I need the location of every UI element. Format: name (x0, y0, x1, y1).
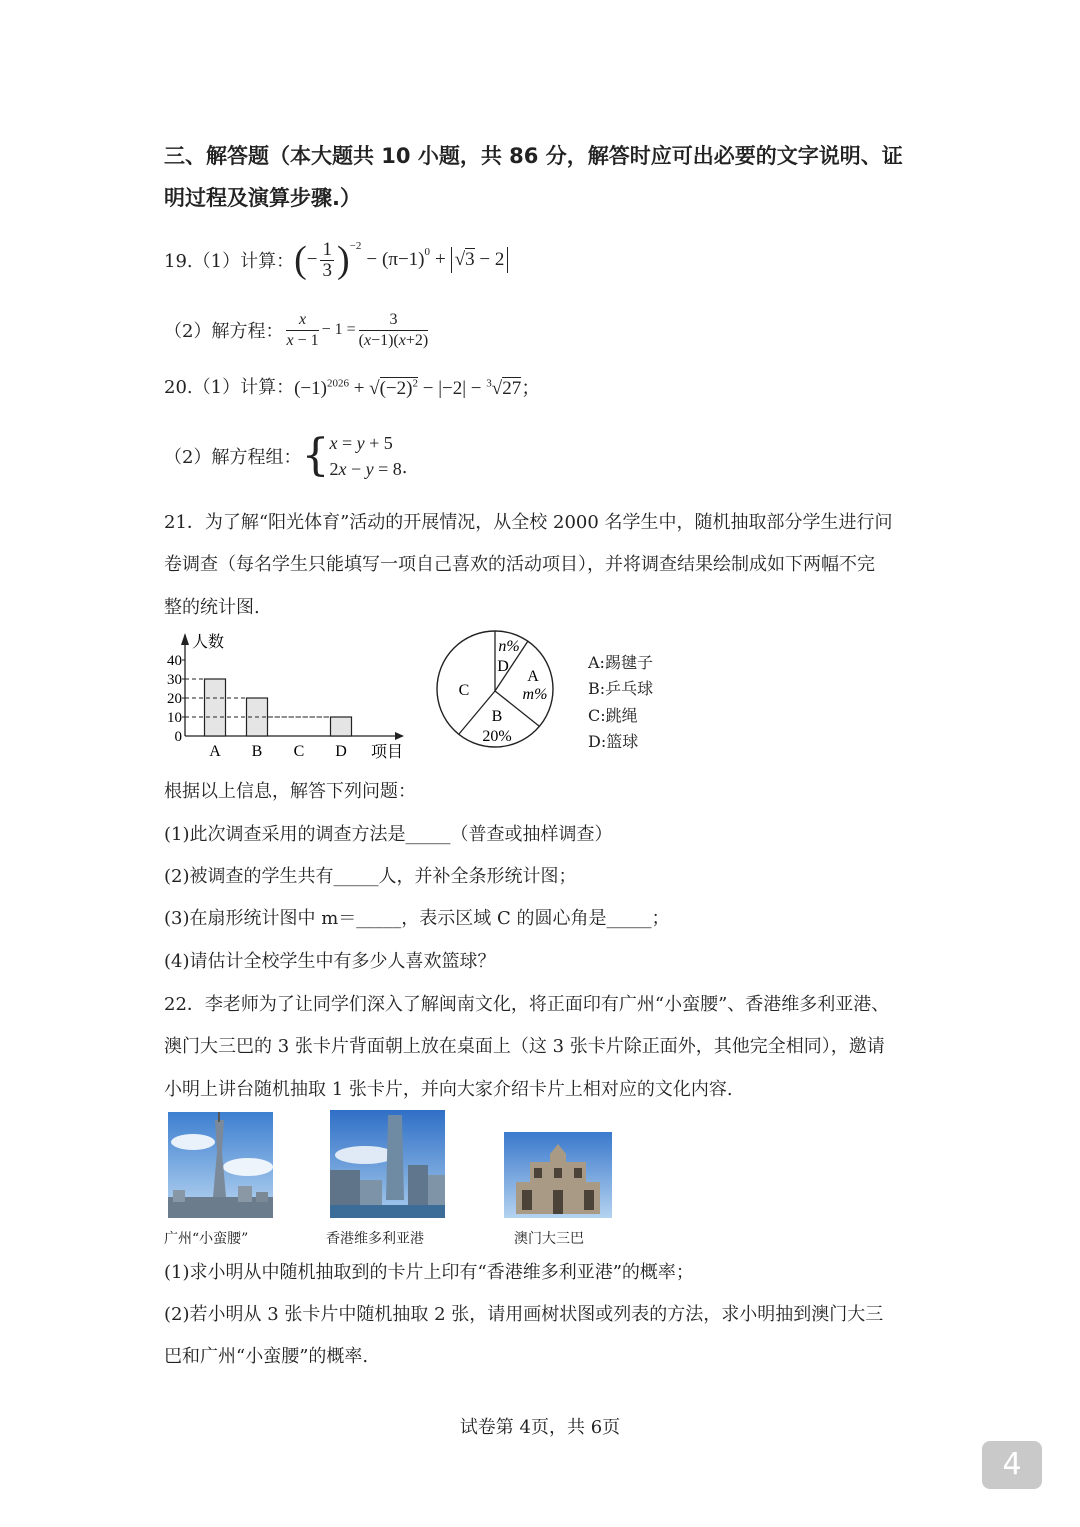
y-tick-label: 0 (174, 729, 182, 745)
y-tick-label: 10 (167, 710, 182, 726)
x-tick-label-a: A (209, 743, 221, 760)
pie-chart (425, 628, 570, 753)
q22-sub1: (1)求小明从中随机抽取到的卡片上印有“香港维多利亚港”的概率； (164, 1262, 694, 1283)
caption-macau: 澳门大三巴 (514, 1231, 584, 1247)
q19-expr1: ( − $\frac{1}{3}$ ) −2 − (π−1) 0 + √3 − 2 (294, 240, 508, 281)
q20-expr2: { x = y + 5 2x − y = 8 . (301, 430, 408, 481)
x-tick-label-d: D (335, 743, 347, 760)
legend-d: D:篮球 (588, 732, 639, 751)
q19-label2: （2）解方程： (164, 321, 284, 342)
q22-line3: 小明上讲台随机抽取 1 张卡片，并向大家介绍卡片上相对应的文化内容. (164, 1079, 733, 1100)
q21-sub4: (4)请估计全校学生中有多少人喜欢篮球？ (164, 951, 496, 972)
pie-a-label: A (527, 668, 539, 685)
section-title-line2: 明过程及演算步骤.） (164, 186, 361, 210)
y-tick-label: 20 (167, 691, 182, 707)
pie-d-label: D (497, 658, 509, 675)
legend-c: C:跳绳 (588, 706, 638, 725)
pie-b-value: 20% (482, 728, 512, 745)
q22-line2: 澳门大三巴的 3 张卡片背面朝上放在桌面上（这 3 张卡片除正面外，其他完全相同），邀请 (164, 1036, 885, 1057)
canton-tower-image (168, 1112, 273, 1218)
q21-sub3: (3)在扇形统计图中 m＝_____，表示区域 C 的圆心角是_____； (164, 908, 670, 929)
q22-sub2-line2: 巴和广州“小蛮腰”的概率. (164, 1346, 369, 1367)
q21-sub2: (2)被调查的学生共有_____人，并补全条形统计图； (164, 866, 577, 887)
q19-part1 (164, 232, 508, 288)
pie-d-value: n% (498, 638, 520, 655)
q21-line2: 卷调查（每名学生只能填写一项自己喜欢的活动项目），并将调查结果绘制成如下两幅不完 (164, 554, 875, 575)
x-tick-label-b: B (251, 743, 263, 760)
q22-line1: 22．李老师为了让同学们深入了解闽南文化，将正面印有广州“小蛮腰”、香港维多利亚港、 (164, 994, 890, 1015)
q22-sub2-line1: (2)若小明从 3 张卡片中随机抽取 2 张，请用画树状图或列表的方法，求小明抽到澳门大三 (164, 1304, 884, 1325)
x-tick-label-c: C (293, 743, 305, 760)
q20-label2: （2）解方程组： (164, 447, 302, 468)
q20-label1: 20.（1）计算： (164, 377, 295, 398)
q21-sub1: (1)此次调查采用的调查方法是_____（普查或抽样调查） (164, 824, 613, 845)
q21-line1: 21．为了解“阳光体育”活动的开展情况，从全校 2000 名学生中，随机抽取部分学生进行问 (164, 512, 893, 533)
bar-chart (155, 625, 415, 765)
caption-hongkong: 香港维多利亚港 (326, 1231, 424, 1247)
q19-label1: 19.（1）计算： (164, 251, 295, 272)
legend-a: A:踢毽子 (588, 653, 653, 672)
y-axis-label: 人数 (192, 632, 225, 651)
caption-guangzhou: 广州“小蛮腰” (164, 1231, 249, 1247)
q20-expr1: $(-1)^{2026} + √(-2)^2 - |-2| - ^3√27$； (294, 377, 541, 399)
q21-intro: 根据以上信息，解答下列问题： (164, 781, 416, 802)
q20-part2 (164, 428, 408, 484)
victoria-harbour-image (330, 1110, 445, 1218)
q21-line3: 整的统计图. (164, 597, 260, 618)
pie-b-label: B (491, 708, 503, 725)
pie-c-label: C (458, 682, 470, 699)
pie-a-value: m% (522, 686, 548, 703)
y-tick-label: 30 (167, 672, 182, 688)
legend-b: B:乒乓球 (588, 679, 654, 698)
section-title-line1: 三、解答题（本大题共 10 小题，共 86 分，解答时应可出必要的文字说明、证 (164, 144, 903, 168)
q19-expr2: $\frac{x}{x - 1}$ − 1 = $\frac{3}{(x-1)(x+2)}$ (286, 310, 429, 349)
page-footer: 试卷第 4页，共 6页 (459, 1417, 621, 1438)
q20-part1 (164, 368, 540, 404)
q19-part2 (164, 306, 431, 354)
bar-d (331, 717, 352, 736)
y-axis-arrow (181, 633, 189, 645)
bar-a (205, 679, 226, 736)
x-axis-label: 项目 (371, 742, 404, 761)
page-number-badge: 4 (982, 1441, 1042, 1489)
x-axis-arrow (395, 732, 404, 740)
ruins-of-st-paul-image (504, 1132, 612, 1218)
y-tick-label: 40 (167, 653, 182, 669)
